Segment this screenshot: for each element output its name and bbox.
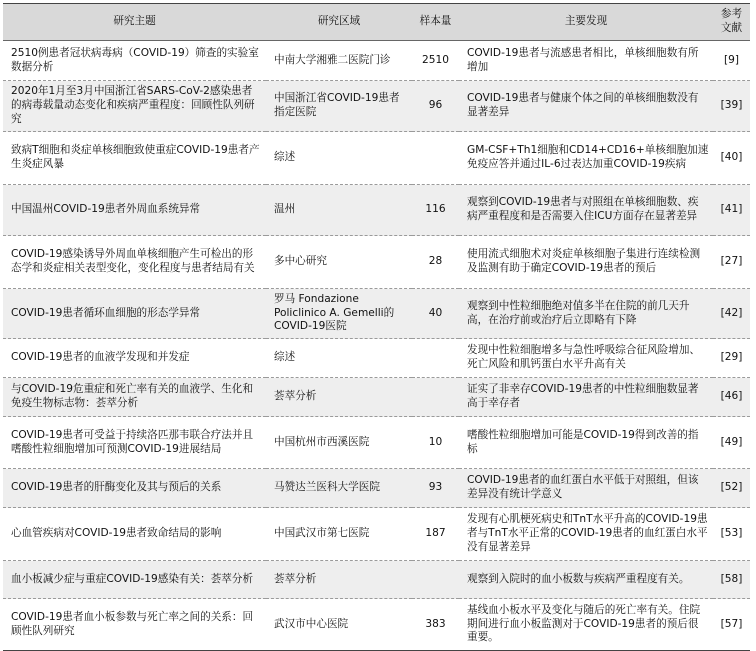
header-findings: 主要发现 [459, 4, 713, 41]
header-topic: 研究主题 [3, 4, 266, 41]
cell-sample-size [412, 561, 459, 599]
table-row [3, 508, 750, 561]
table-row [3, 339, 750, 378]
cell-reference: [49] [713, 417, 750, 469]
cell-finding: 观察到入院时的血小板数与疾病严重程度有关。 [459, 561, 713, 599]
header-reference: 参考文献 [713, 4, 750, 41]
table-header [3, 4, 750, 41]
cell-topic: 致病T细胞和炎症单核细胞致使重症COVID-19患者产生炎症风暴 [3, 132, 266, 185]
cell-topic: COVID-19患者血小板参数与死亡率之间的关系：回顾性队列研究 [3, 599, 266, 651]
cell-reference: [53] [713, 508, 750, 561]
cell-reference: [39] [713, 81, 750, 132]
cell-reference: [57] [713, 599, 750, 651]
table-row [3, 81, 750, 132]
cell-reference: [40] [713, 132, 750, 185]
cell-sample-size: 28 [412, 236, 459, 289]
cell-region: 综述 [266, 339, 412, 378]
cell-sample-size [412, 132, 459, 185]
cell-sample-size: 40 [412, 289, 459, 339]
table-row [3, 378, 750, 417]
cell-topic: COVID-19感染诱导外周血单核细胞产生可检出的形态学和炎症相关表型变化，变化程度与患者结局有关 [3, 236, 266, 289]
cell-topic: 血小板减少症与重症COVID-19感染有关：荟萃分析 [3, 561, 266, 599]
cell-finding: 基线血小板水平及变化与随后的死亡率有关。住院期间进行血小板监测对于COVID-19患者的预后很重要。 [459, 599, 713, 651]
table-row [3, 132, 750, 185]
cell-topic: COVID-19患者的肝酶变化及其与预后的关系 [3, 469, 266, 508]
cell-sample-size: 187 [412, 508, 459, 561]
table-row [3, 469, 750, 508]
cell-finding: COVID-19患者与流感患者相比，单核细胞数有所增加 [459, 41, 713, 81]
cell-topic: 2020年1月至3月中国浙江省SARS-CoV-2感染患者的病毒载量动态变化和疾病严重程度：回顾性队列研究 [3, 81, 266, 132]
cell-topic: COVID-19患者的血液学发现和并发症 [3, 339, 266, 378]
cell-sample-size: 96 [412, 81, 459, 132]
cell-region: 马赞达兰医科大学医院 [266, 469, 412, 508]
cell-sample-size [412, 339, 459, 378]
research-table-container [3, 3, 750, 651]
cell-region: 中国杭州市西溪医院 [266, 417, 412, 469]
cell-finding: 发现有心肌梗死病史和TnT水平升高的COVID-19患者与TnT水平正常的COVID-19患者的血红蛋白水平没有显著差异 [459, 508, 713, 561]
cell-region: 荟萃分析 [266, 561, 412, 599]
cell-finding: 证实了非幸存COVID-19患者的中性粒细胞数显著高于幸存者 [459, 378, 713, 417]
cell-finding: 使用流式细胞术对炎症单核细胞子集进行连续检测及监测有助于确定COVID-19患者的预后 [459, 236, 713, 289]
cell-topic: 与COVID-19危重症和死亡率有关的血液学、生化和免疫生物标志物：荟萃分析 [3, 378, 266, 417]
cell-topic: 2510例患者冠状病毒病（COVID-19）筛查的实验室数据分析 [3, 41, 266, 81]
table-row [3, 236, 750, 289]
table-body [3, 41, 750, 651]
cell-sample-size: 383 [412, 599, 459, 651]
research-summary-table [3, 3, 750, 651]
header-sample-size: 样本量 [412, 4, 459, 41]
cell-region: 中国浙江省COVID-19患者指定医院 [266, 81, 412, 132]
cell-reference: [9] [713, 41, 750, 81]
cell-topic: 心血管疾病对COVID-19患者致命结局的影响 [3, 508, 266, 561]
cell-reference: [29] [713, 339, 750, 378]
cell-finding: COVID-19患者的血红蛋白水平低于对照组，但该差异没有统计学意义 [459, 469, 713, 508]
cell-topic: 中国温州COVID-19患者外周血系统异常 [3, 185, 266, 236]
cell-sample-size: 93 [412, 469, 459, 508]
table-row [3, 599, 750, 651]
table-row [3, 417, 750, 469]
table-row [3, 185, 750, 236]
header-region: 研究区域 [266, 4, 412, 41]
cell-region: 荟萃分析 [266, 378, 412, 417]
cell-region: 罗马 Fondazione Policlinico A. Gemelli的COVID-19医院 [266, 289, 412, 339]
cell-finding: 观察到中性粒细胞绝对值多半在住院的前几天升高，在治疗前或治疗后立即略有下降 [459, 289, 713, 339]
cell-region: 多中心研究 [266, 236, 412, 289]
cell-finding: COVID-19患者与健康个体之间的单核细胞数没有显著差异 [459, 81, 713, 132]
cell-reference: [46] [713, 378, 750, 417]
cell-finding: 发现中性粒细胞增多与急性呼吸综合征风险增加、死亡风险和肌钙蛋白水平升高有关 [459, 339, 713, 378]
cell-reference: [58] [713, 561, 750, 599]
cell-sample-size: 10 [412, 417, 459, 469]
cell-sample-size: 116 [412, 185, 459, 236]
cell-reference: [42] [713, 289, 750, 339]
cell-finding: GM-CSF+Th1细胞和CD14+CD16+单核细胞加速免疫应答并通过IL-6过表达加重COVID-19疾病 [459, 132, 713, 185]
table-row [3, 41, 750, 81]
cell-reference: [27] [713, 236, 750, 289]
cell-region: 武汉市中心医院 [266, 599, 412, 651]
cell-region: 中南大学湘雅二医院门诊 [266, 41, 412, 81]
cell-region: 中国武汉市第七医院 [266, 508, 412, 561]
table-row [3, 289, 750, 339]
cell-topic: COVID-19患者循环血细胞的形态学异常 [3, 289, 266, 339]
cell-region: 综述 [266, 132, 412, 185]
cell-topic: COVID-19患者可受益于持续洛匹那韦联合疗法并且嗜酸性粒细胞增加可预测COVID-19进展结局 [3, 417, 266, 469]
cell-sample-size [412, 378, 459, 417]
table-row [3, 561, 750, 599]
header-row [3, 4, 750, 41]
cell-region: 温州 [266, 185, 412, 236]
cell-reference: [52] [713, 469, 750, 508]
cell-finding: 嗜酸性粒细胞增加可能是COVID-19得到改善的指标 [459, 417, 713, 469]
cell-reference: [41] [713, 185, 750, 236]
cell-finding: 观察到COVID-19患者与对照组在单核细胞数、疾病严重程度和是否需要入住ICU方面存在显著差异 [459, 185, 713, 236]
cell-sample-size: 2510 [412, 41, 459, 81]
